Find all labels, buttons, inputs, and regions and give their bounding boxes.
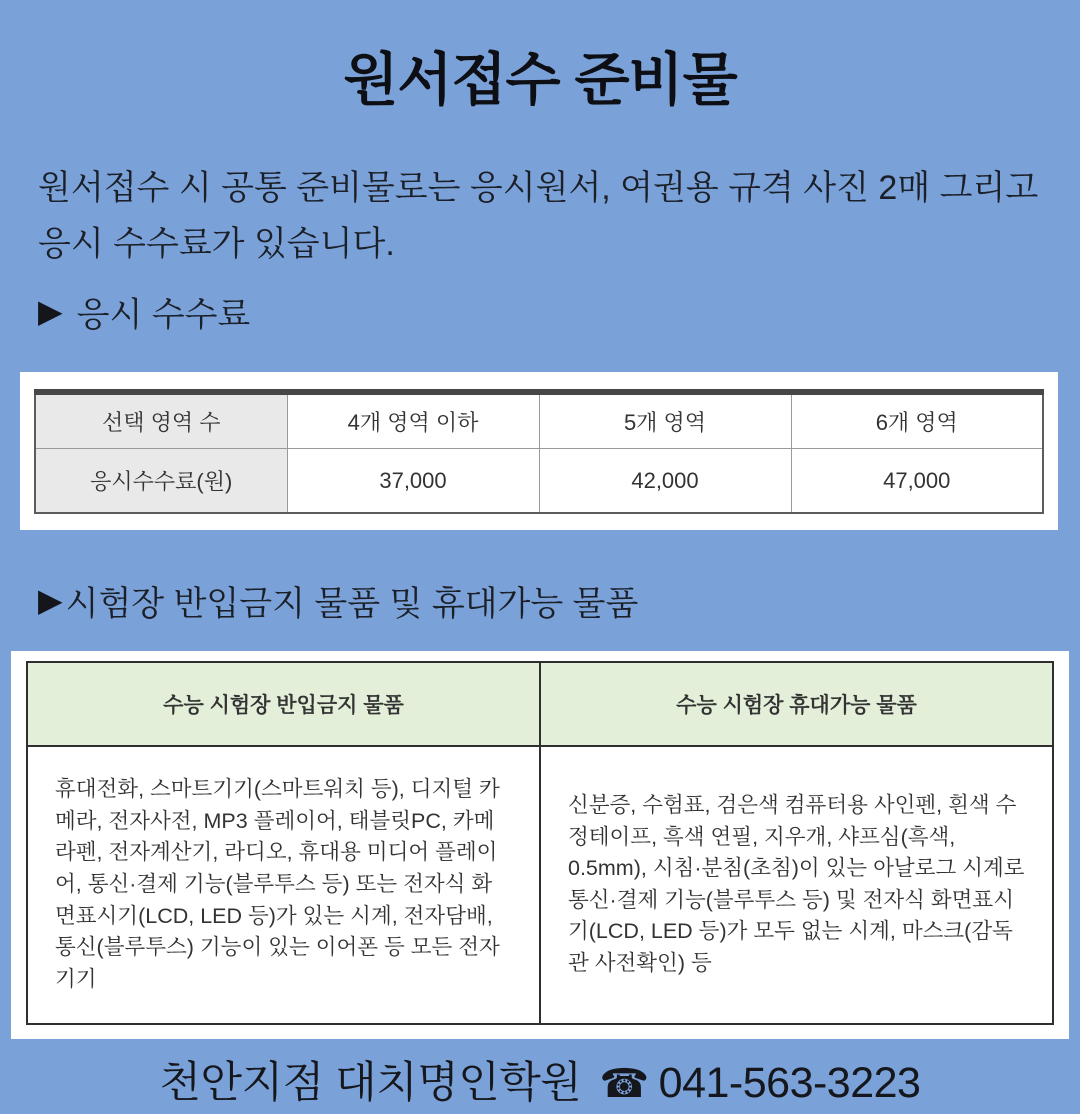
fee-table-header-cell: 5개 영역 [539, 392, 791, 449]
fee-table-card [20, 372, 1058, 530]
fee-section-heading-label: 응시 수수료 [76, 295, 251, 334]
prohibited-items-header-cell: 수능 시험장 반입금지 물품 [27, 662, 540, 746]
intro-paragraph: 원서접수 시 공통 준비물로는 응시원서, 여권용 규격 사진 2매 그리고 응시 수수료가 있습니다. [38, 169, 1039, 264]
triangle-bullet-icon: ▶ [38, 582, 63, 619]
fee-table [34, 389, 1044, 514]
items-table-header-row [27, 662, 1053, 746]
triangle-bullet-icon: ▶ [38, 293, 63, 330]
items-table-card [11, 651, 1069, 1039]
academy-name: 천안지점 대치명인학원 [159, 1058, 582, 1107]
allowed-items-header-cell: 수능 시험장 휴대가능 물품 [540, 662, 1053, 746]
footer [0, 1049, 1080, 1110]
fee-table-value-cell: 47,000 [791, 449, 1043, 513]
fee-table-header-cell: 4개 영역 이하 [287, 392, 539, 449]
fee-table-value-cell: 42,000 [539, 449, 791, 513]
fee-table-value-row [35, 449, 1043, 513]
items-section-heading-label: 시험장 반입금지 물품 및 휴대가능 물품 [65, 584, 639, 623]
page-title: 원서접수 준비물 [343, 48, 737, 112]
allowed-items-cell: 신분증, 수험표, 검은색 컴퓨터용 사인펜, 흰색 수정테이프, 흑색 연필, 지우개, 샤프심(흑색, 0.5mm), 시침·분침(초침)이 있는 아날로그 시계로 통신·결제 기능(블루투스 등) 및 전자식 화면표시기(LCD, LED 등)가 모두 없는 시계, 마스크(감독관 사전확인) 등 [540, 746, 1053, 1024]
fee-table-row-label-cell: 응시수수료(원) [35, 449, 287, 513]
items-table-body-row [27, 746, 1053, 1024]
fee-table-header-row [35, 392, 1043, 449]
phone-number: 041-563-3223 [658, 1058, 921, 1107]
prohibited-items-cell: 휴대전화, 스마트기기(스마트워치 등), 디지털 카메라, 전자사전, MP3 플레이어, 태블릿PC, 카메라펜, 전자계산기, 라디오, 휴대용 미디어 플레이어, 통신·결제 기능(블루투스 등) 또는 전자식 화면표시기(LCD, LED 등)가 있는 시계, 전자담배, 통신(블루투스) 기능이 있는 이어폰 등 모든 전자기기 [27, 746, 540, 1024]
items-section-heading [38, 576, 1042, 625]
fee-table-header-cell: 6개 영역 [791, 392, 1043, 449]
phone-icon: ☎ [599, 1061, 649, 1106]
fee-table-header-label-cell: 선택 영역 수 [35, 392, 287, 449]
items-table [26, 661, 1054, 1025]
fee-table-value-cell: 37,000 [287, 449, 539, 513]
fee-section-heading [38, 287, 1042, 336]
